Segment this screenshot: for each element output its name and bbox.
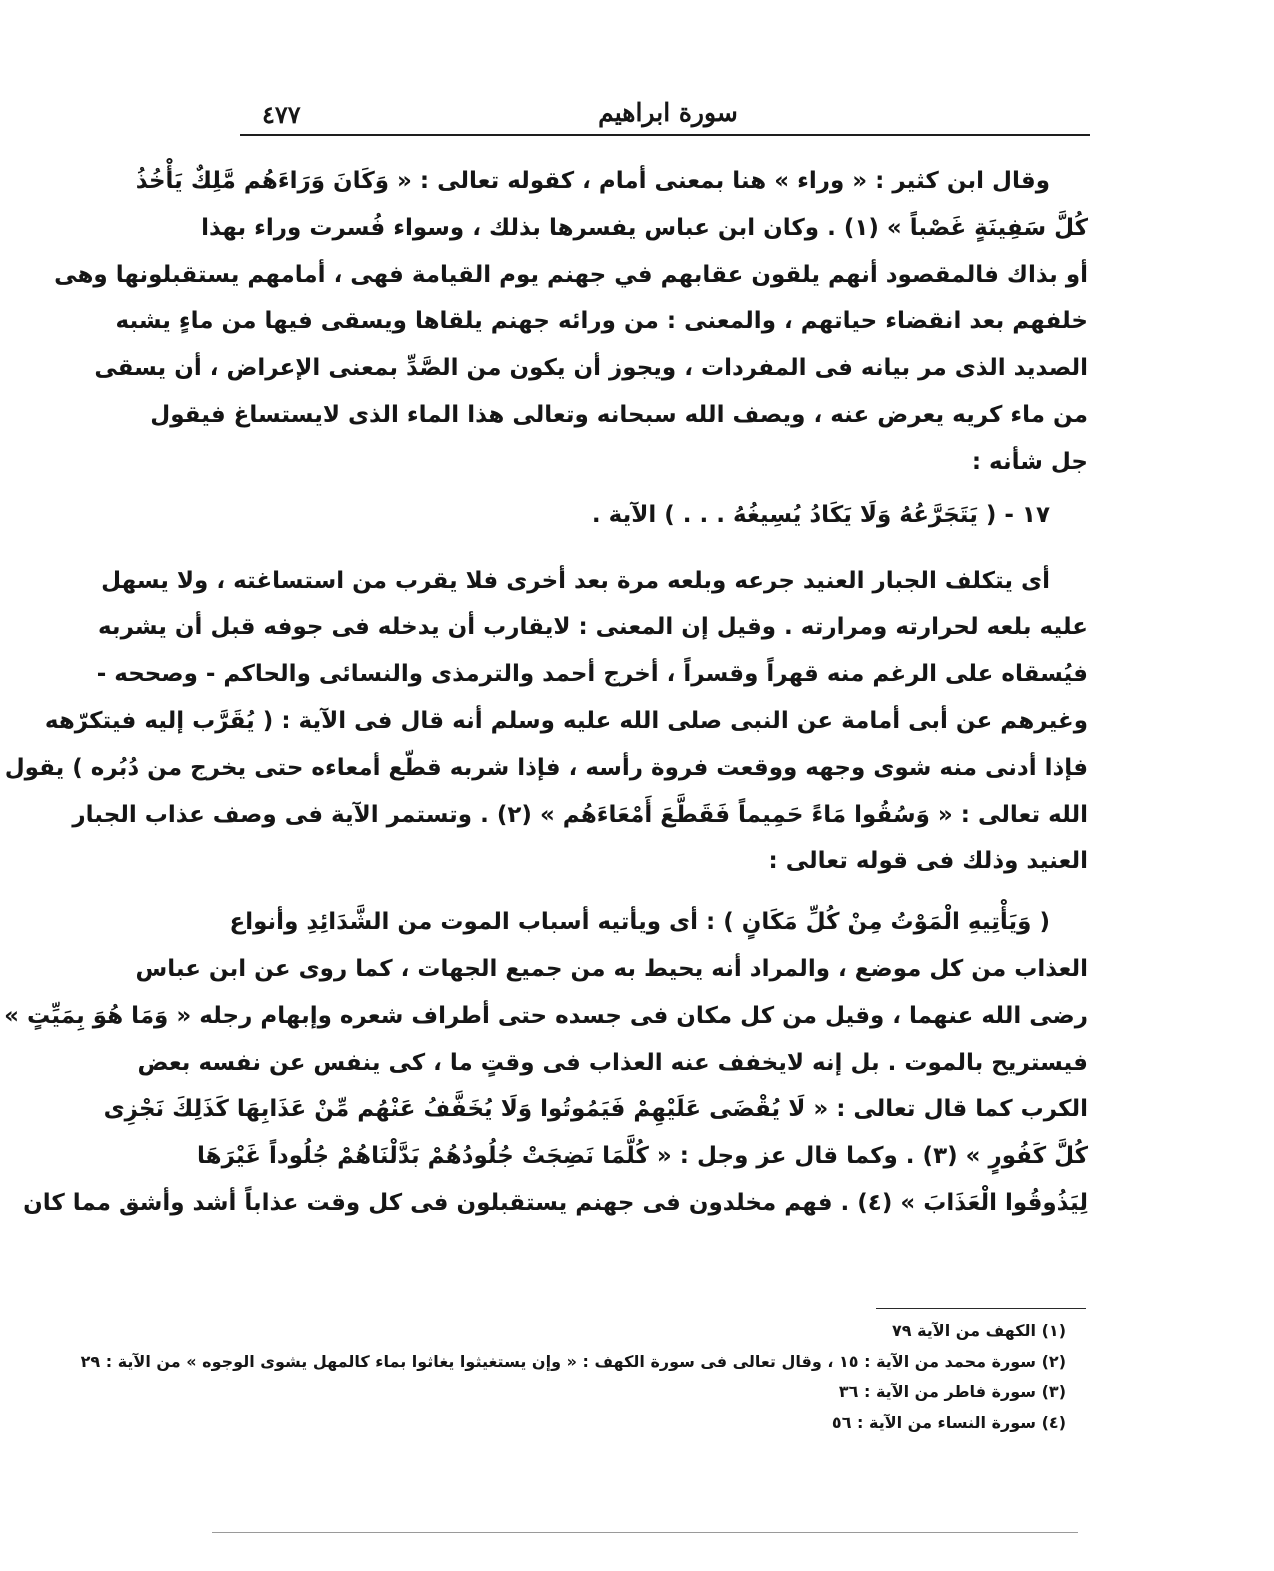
text-line: من ماء كريه يعرض عنه ، ويصف الله سبحانه وتعالى هذا الماء الذى لايستساغ فيقول — [150, 401, 1088, 428]
text-line: ( وَيَأْتِيهِ الْمَوْتُ مِنْ كُلِّ مَكَانٍ ) : أى ويأتيه أسباب الموت من الشَّدَائِدِ وأنواع — [229, 909, 1050, 936]
footnotes — [80, 1316, 1080, 1438]
text-line: الكرب كما قال تعالى : « لَا يُقْضَى عَلَيْهِمْ فَيَمُوتُوا وَلَا يُخَفَّفُ عَنْهُم مِّنْ عَذَابِهَا كَذَلِكَ نَجْزِى — [103, 1096, 1088, 1123]
text-line: جل شأنه : — [971, 448, 1088, 475]
footnote-item: (١) الكهف من الآية ٧٩ — [891, 1321, 1066, 1340]
footnote-item: (٤) سورة النساء من الآية : ٥٦ — [831, 1412, 1066, 1432]
text-line: عليه بلعه لحرارته ومرارته . وقيل إن المعنى : لايقارب أن يدخله فى جوفه قبل أن يشربه — [97, 614, 1088, 641]
header-divider — [240, 134, 1090, 136]
text-line: العنيد وذلك فى قوله تعالى : — [768, 848, 1088, 875]
text-line: العذاب من كل موضع ، والمراد أنه يحيط به من جميع الجهات ، كما روى عن ابن عباس — [135, 955, 1088, 982]
bottom-edge-line — [212, 1532, 1078, 1533]
text-line: وقال ابن كثير : « وراء » هنا بمعنى أمام ، كقوله تعالى : « وَكَانَ وَرَاءَهُم مَّلِكٌ يَأْخُذُ — [135, 168, 1050, 194]
page-number: ٤٧٧ — [262, 100, 301, 129]
text-line: كُلَّ سَفِينَةٍ غَصْباً » (١) . وكان ابن عباس يفسرها بذلك ، وسواء فُسرت وراء بهذا — [201, 214, 1088, 241]
footnote-item: (٢) سورة محمد من الآية : ١٥ ، وقال تعالى فى سورة الكهف : « وإن يستغيثوا يغاثوا بماء كالمهل يشوى الوجوه » من الآية : ٢٩ — [80, 1351, 1066, 1371]
footnote-item: (٣) سورة فاطر من الآية : ٣٦ — [838, 1382, 1066, 1401]
text-line: وغيرهم عن أبى أمامة عن النبى صلى الله عليه وسلم أنه قال فى الآية : ( يُقَرَّب إليه فيتكرّهه — [44, 707, 1088, 734]
page-header — [248, 96, 1088, 132]
text-line: لِيَذُوقُوا الْعَذَابَ » (٤) . فهم مخلدون فى جهنم يستقبلون فى كل وقت عذاباً أشد وأشق مما كان — [23, 1189, 1088, 1216]
text-line: رضى الله عنهما ، وقيل من كل مكان فى جسده حتى أطراف شعره وإبهام رجله « وَمَا هُوَ بِمَيِّتٍ » — [4, 1002, 1088, 1029]
surah-title: سورة ابراهيم — [598, 98, 738, 127]
main-text — [4, 158, 1088, 1227]
text-line: فإذا أدنى منه شوى وجهه ووقعت فروة رأسه ، فإذا شربه قطّع أمعاءه حتى يخرج من دُبُره ) يقول — [4, 754, 1088, 781]
text-line: فيُسقاه على الرغم منه قهراً وقسراً ، أخرج أحمد والترمذى والنسائى والحاكم - وصححه - — [96, 661, 1088, 688]
text-line: فيستريح بالموت . بل إنه لايخفف عنه العذاب فى وقتٍ ما ، كى ينفس عن نفسه بعض — [137, 1049, 1088, 1076]
text-line: خلفهم بعد انقضاء حياتهم ، والمعنى : من ورائه جهنم يلقاها ويسقى فيها من ماءٍ يشبه — [115, 308, 1088, 335]
verse-heading: ١٧ - ( يَتَجَرَّعُهُ وَلَا يَكَادُ يُسِيغُهُ . . . ) الآية . — [591, 501, 1050, 528]
footnote-divider — [876, 1308, 1086, 1309]
text-line: الصديد الذى مر بيانه فى المفردات ، ويجوز أن يكون من الصَّدِّ بمعنى الإعراض ، أن يسقى — [94, 355, 1088, 382]
text-line: الله تعالى : « وَسُقُوا مَاءً حَمِيماً فَقَطَّعَ أَمْعَاءَهُم » (٢) . وتستمر الآية فى وصف عذاب الجبار — [72, 801, 1088, 828]
text-line: أو بذاك فالمقصود أنهم يلقون عقابهم في جهنم يوم القيامة فهى ، أمامهم يستقبلونها وهى — [54, 261, 1088, 288]
text-line: أى يتكلف الجبار العنيد جرعه وبلعه مرة بعد أخرى فلا يقرب من استساغته ، ولا يسهل — [101, 567, 1050, 594]
text-line: كُلَّ كَفُورٍ » (٣) . وكما قال عز وجل : « كُلَّمَا نَضِجَتْ جُلُودُهُمْ بَدَّلْنَاهُمْ جُلُوداً غَيْرَهَا — [197, 1143, 1088, 1170]
